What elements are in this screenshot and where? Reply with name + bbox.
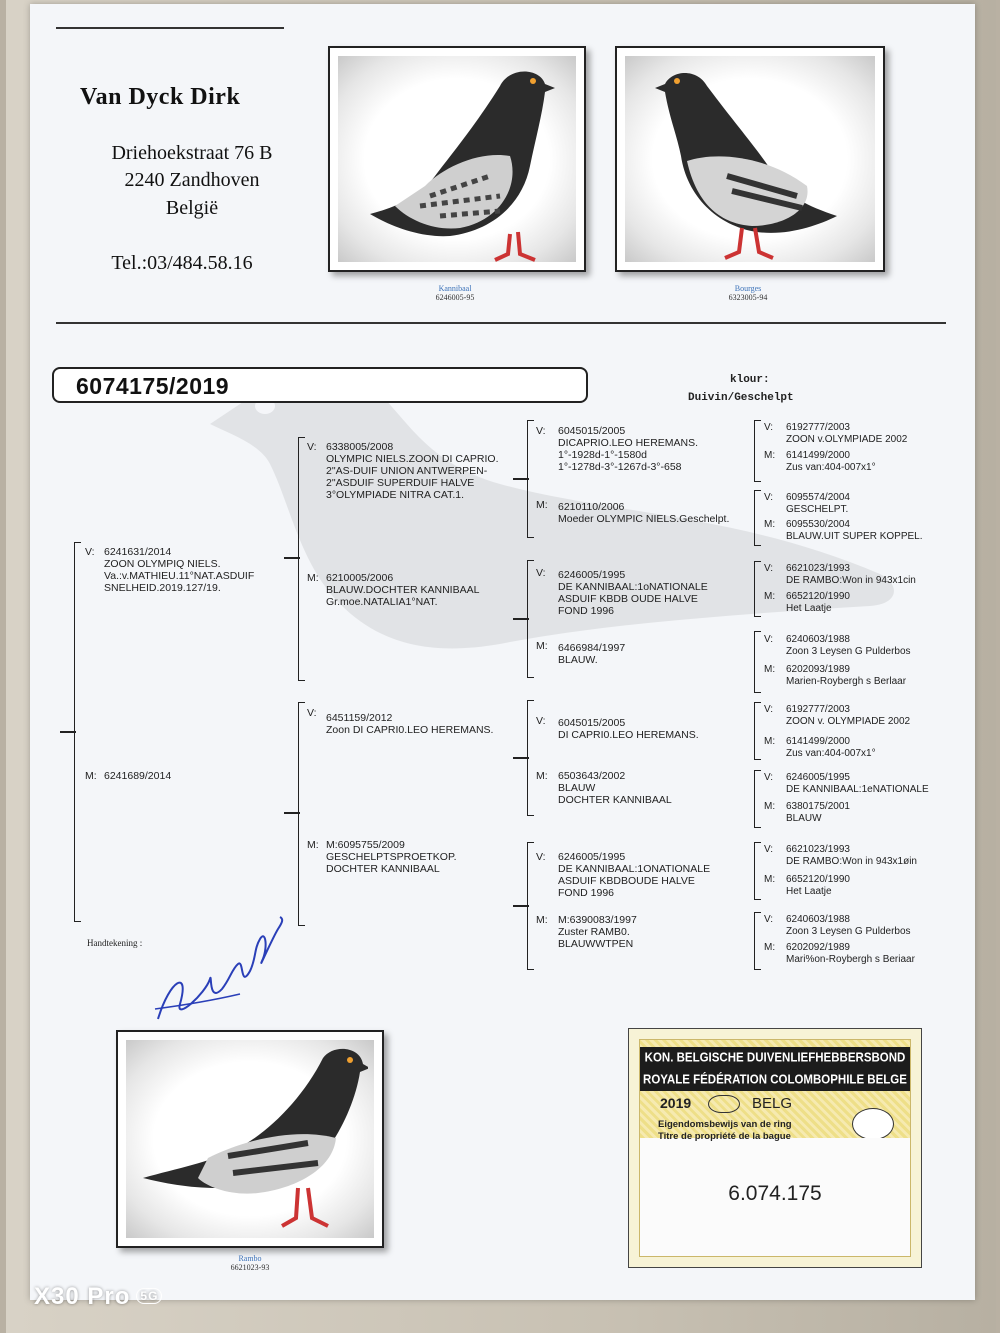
cert-number-panel — [640, 1138, 910, 1256]
ownership-certificate — [628, 1028, 922, 1268]
owner-name: Van Dyck Dirk — [80, 84, 241, 110]
dam-tag: M: — [85, 770, 97, 782]
cert-band-1: KON. BELGISCHE DUIVENLIEFHEBBERSBOND — [640, 1047, 910, 1069]
ggp-entry: M:6390083/1997 Zuster RAMB0. BLAUWWTPEN — [558, 914, 637, 950]
g4-tag: V: — [764, 492, 774, 503]
gp-tag: V: — [307, 707, 317, 719]
connector — [60, 731, 76, 733]
dam-sire-entry: 6451159/2012 Zoon DI CAPRI0.LEO HEREMANS. — [326, 712, 494, 736]
ggp-tag: M: — [536, 770, 548, 782]
ring-number-box — [52, 367, 588, 403]
connector — [513, 905, 529, 907]
g4-tag: M: — [764, 519, 776, 530]
crown-crest-icon — [708, 1095, 740, 1113]
bracket-sire-parents — [298, 437, 305, 681]
bracket-g4 — [754, 420, 761, 482]
g4-tag: V: — [764, 772, 774, 783]
owner-street: Driehoekstraat 76 B — [111, 142, 273, 164]
ggp-entry: 6246005/1995 DE KANNIBAAL:1ONATIONALE ASDUIF KBDBOUDE HALVE FOND 1996 — [558, 851, 711, 899]
photo-rambo — [116, 1030, 384, 1248]
g4-entry: 6621023/1993 DE RAMBO:Won in 943x1cin — [786, 563, 916, 586]
caption-name: Bourges — [734, 284, 762, 293]
caption-name: Kannibaal — [438, 284, 472, 293]
bracket-dam-parents — [298, 702, 305, 926]
g4-tag: M: — [764, 942, 776, 953]
g4-entry: 6202093/1989 Marien-Roybergh s Berlaar — [786, 664, 907, 687]
g4-entry: 6240603/1988 Zoon 3 Leysen G Pulderbos — [786, 634, 911, 657]
g4-entry: 6095530/2004 BLAUW.UIT SUPER KOPPEL. — [786, 519, 923, 542]
g4-entry: 6652120/1990 Het Laatje — [786, 591, 850, 614]
g4-tag: V: — [764, 844, 774, 855]
photo-caption-bourges — [688, 284, 808, 302]
gp-tag: M: — [307, 839, 319, 851]
ggp-tag: M: — [536, 640, 548, 652]
g4-tag: M: — [764, 591, 776, 602]
photo-caption-kannibaal — [395, 284, 515, 302]
cert-text-fr: Titre de propriété de la bague — [658, 1131, 791, 1142]
ggp-tag: V: — [536, 425, 546, 437]
g4-entry: 6095574/2004 GESCHELPT. — [786, 492, 850, 515]
cert-text-nl: Eigendomsbewijs van de ring — [658, 1119, 792, 1130]
ggp-tag: M: — [536, 914, 548, 926]
bracket-g4 — [754, 770, 761, 828]
dam-dam-entry: M:6095755/2009 GESCHELPTSPROETKOP. DOCHTER KANNIBAAL — [326, 839, 457, 875]
gp-tag: V: — [307, 441, 317, 453]
g4-entry: 6652120/1990 Het Laatje — [786, 874, 850, 897]
ggp-entry: 6045015/2005 DICAPRIO.LEO HEREMANS. 1°-1928d-1°-1580d 1°-1278d-3°-1267d-3°-658 — [558, 425, 699, 473]
sire-tag: V: — [85, 546, 95, 558]
connector — [513, 757, 529, 759]
g4-entry: 6141499/2000 Zus van:404-007x1° — [786, 736, 876, 759]
cert-year: 2019 — [660, 1095, 692, 1111]
g4-tag: V: — [764, 422, 774, 433]
caption-ring: 6323005-94 — [728, 293, 768, 302]
g4-tag: V: — [764, 634, 774, 645]
g4-tag: V: — [764, 563, 774, 574]
g4-tag: M: — [764, 801, 776, 812]
handwritten-signature — [150, 909, 290, 1029]
kleur-value: Duivin/Geschelpt — [688, 392, 794, 404]
g4-entry: 6621023/1993 DE RAMBO:Won in 943x1øin — [786, 844, 917, 867]
g4-tag: M: — [764, 736, 776, 747]
connector — [284, 557, 300, 559]
g4-tag: V: — [764, 914, 774, 925]
federation-logo-icon — [852, 1108, 894, 1140]
pigeon-image — [350, 56, 570, 266]
g4-entry: 6380175/2001 BLAUW — [786, 801, 850, 824]
cert-number: 6.074.175 — [728, 1182, 822, 1205]
camera-watermark — [34, 1283, 162, 1311]
ggp-entry: 6503643/2002 BLAUW DOCHTER KANNIBAAL — [558, 770, 672, 806]
caption-name: Rambo — [238, 1254, 262, 1263]
bracket-g4 — [754, 490, 761, 546]
g4-entry: 6192777/2003 ZOON v. OLYMPIADE 2002 — [786, 704, 911, 727]
g4-entry: 6246005/1995 DE KANNIBAAL:1eNATIONALE — [786, 772, 929, 795]
kleur-label: klour: — [730, 374, 770, 386]
connector — [513, 478, 529, 480]
camera-badge: 5G — [136, 1288, 162, 1304]
ggp-tag: V: — [536, 567, 546, 579]
caption-ring: 6621023-93 — [230, 1263, 270, 1272]
sire-sire-entry: 6338005/2008 OLYMPIC NIELS.ZOON DI CAPRIO. 2"AS-DUIF UNION ANTWERPEN- 2"ASDUIF SUPERDUIF HALVE 3°OLYMPIADE NITRA CAT.1. — [326, 441, 499, 501]
cert-band-2: ROYALE FÉDÉRATION COLOMBOPHILE BELGE — [640, 1069, 910, 1091]
pigeon-watermark — [180, 344, 940, 764]
g4-tag: V: — [764, 704, 774, 715]
ggp-entry: 6045015/2005 DI CAPRI0.LEO HEREMANS. — [558, 717, 699, 741]
ggp-tag: M: — [536, 499, 548, 511]
dam-entry: 6241689/2014 — [104, 770, 172, 782]
bracket-g4 — [754, 842, 761, 900]
cert-country: BELG — [752, 1095, 793, 1112]
owner-country: België — [165, 197, 219, 219]
ggp-tag: V: — [536, 715, 546, 727]
sire-entry: 6241631/2014 ZOON OLYMPIQ NIELS. Va.:v.MATHIEU.11°NAT.ASDUIF SNELHEID.2019.127/19. — [104, 546, 255, 594]
g4-tag: M: — [764, 874, 776, 885]
middle-rule — [56, 322, 946, 324]
connector — [513, 618, 529, 620]
bracket-g4 — [754, 631, 761, 693]
pedigree-sheet — [30, 4, 975, 1300]
signature-label: Handtekening : — [87, 938, 143, 948]
connector — [284, 812, 300, 814]
bracket-g4 — [754, 561, 761, 617]
g4-tag: M: — [764, 450, 776, 461]
ggp-entry: 6210110/2006 Moeder OLYMPIC NIELS.Geschelpt. — [558, 501, 730, 525]
top-rule — [56, 27, 284, 29]
g4-entry: 6192777/2003 ZOON v.OLYMPIADE 2002 — [786, 422, 908, 445]
ggp-tag: V: — [536, 851, 546, 863]
photo-kannibaal — [328, 46, 586, 272]
pigeon-image — [647, 56, 867, 266]
pigeon-image — [138, 1038, 368, 1243]
certificate-pattern — [639, 1039, 911, 1257]
bracket-g4 — [754, 702, 761, 760]
ggp-entry: 6246005/1995 DE KANNIBAAL:1oNATIONALE ASDUIF KBDB OUDE HALVE FOND 1996 — [558, 569, 708, 617]
g4-entry: 6141499/2000 Zus van:404-007x1° — [786, 450, 876, 473]
g4-entry: 6240603/1988 Zoon 3 Leysen G Pulderbos — [786, 914, 911, 937]
ring-number: 6074175/2019 — [76, 373, 230, 399]
g4-tag: M: — [764, 664, 776, 675]
ggp-entry: 6466984/1997 BLAUW. — [558, 642, 626, 666]
sire-dam-entry: 6210005/2006 BLAUW.DOCHTER KANNIBAAL Gr.moe.NATALIA1°NAT. — [326, 572, 480, 608]
gp-tag: M: — [307, 572, 319, 584]
g4-entry: 6202092/1989 Mari%on-Roybergh s Beriaar — [786, 942, 915, 965]
bracket-g4 — [754, 912, 761, 970]
camera-model: X30 Pro — [34, 1283, 131, 1310]
photo-bourges — [615, 46, 885, 272]
owner-city: 2240 Zandhoven — [124, 169, 260, 191]
owner-phone: Tel.:03/484.58.16 — [111, 252, 253, 274]
photo-caption-rambo — [190, 1254, 310, 1272]
caption-ring: 6246005-95 — [435, 293, 475, 302]
